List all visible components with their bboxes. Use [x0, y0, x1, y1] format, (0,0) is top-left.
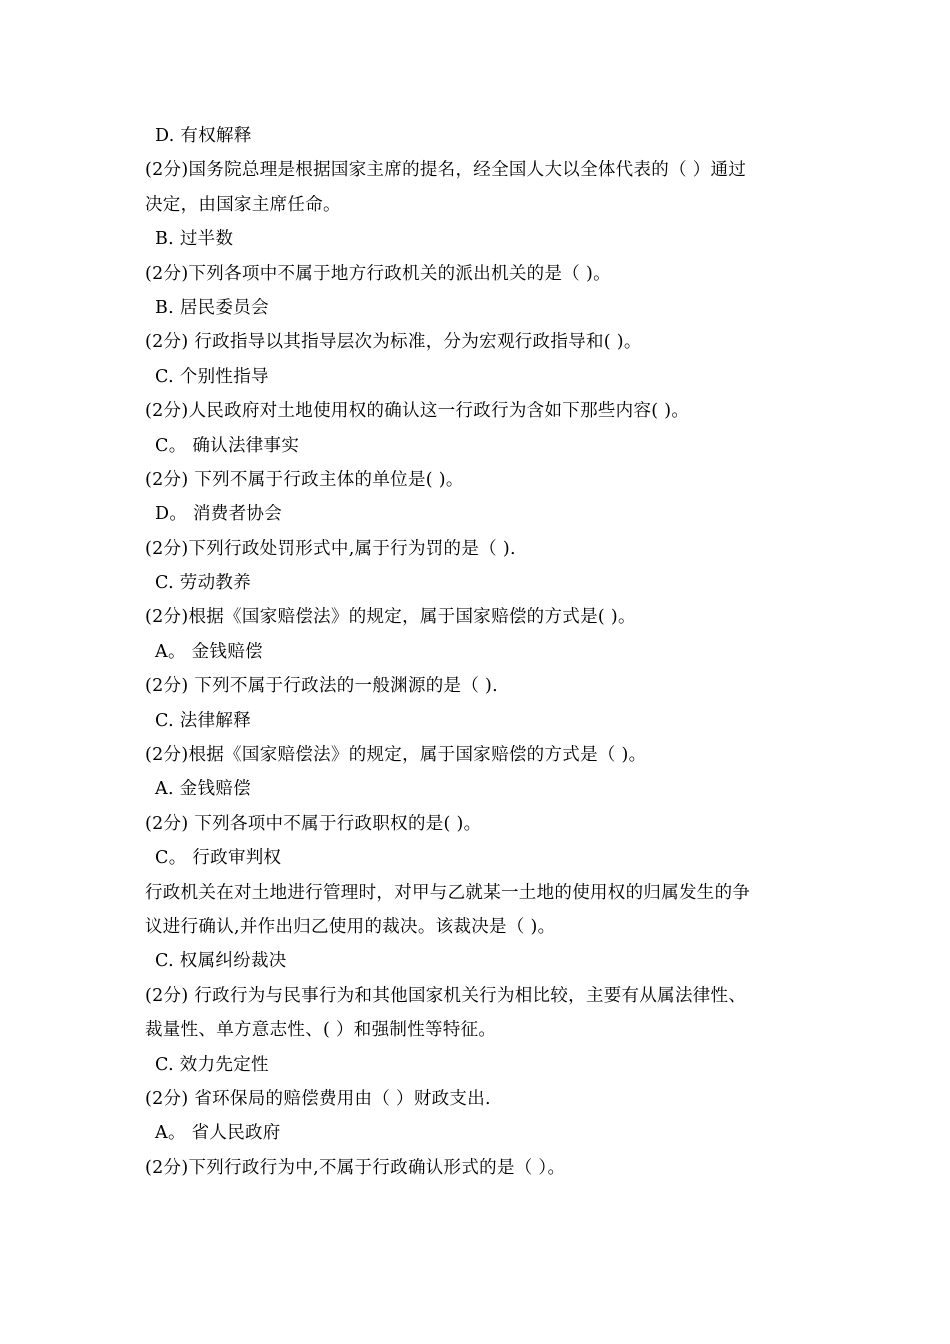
question-line: 行政机关在对土地进行管理时，对甲与乙就某一土地的使用权的归属发生的争 [145, 882, 751, 903]
answer-line: D。 消费者协会 [155, 504, 282, 525]
answer-line: C。 确认法律事实 [155, 435, 300, 456]
question-line: (2分)下列行政行为中,不属于行政确认形式的是（ ）。 [145, 1157, 566, 1178]
answer-line: D. 有权解释 [155, 126, 252, 146]
answer-line: C. 个别性指导 [155, 366, 269, 387]
answer-line: A。 省人民政府 [155, 1123, 281, 1144]
answer-line: C. 效力先定性 [155, 1054, 269, 1075]
question-line: (2分) 下列各项中不属于行政职权的是( )。 [145, 813, 482, 834]
question-line: (2分) 下列不属于行政主体的单位是( )。 [145, 469, 464, 490]
question-line: 议进行确认,并作出归乙使用的裁决。该裁决是（ )。 [145, 916, 556, 937]
answer-line: A. 金钱赔偿 [155, 779, 251, 800]
question-line: (2分)下列行政处罚形式中,属于行为罚的是（ ). [145, 538, 516, 559]
question-line: 裁量性、单方意志性、( ）和强制性等特征。 [145, 1020, 497, 1041]
question-line: (2分) 下列不属于行政法的一般渊源的是（ ). [145, 676, 499, 697]
question-line: (2分)根据《国家赔偿法》的规定，属于国家赔偿的方式是( )。 [145, 607, 636, 628]
answer-line: C. 法律解释 [155, 710, 251, 731]
answer-line: C. 劳动教养 [155, 573, 251, 594]
document-body [145, 119, 835, 1185]
question-line: (2分)人民政府对土地使用权的确认这一行政行为含如下那些内容( )。 [145, 401, 690, 422]
question-line: (2分)下列各项中不属于地方行政机关的派出机关的是（ )。 [145, 263, 611, 284]
question-line: (2分) 行政指导以其指导层次为标准，分为宏观行政指导和( )。 [145, 332, 642, 353]
question-line: (2分)根据《国家赔偿法》的规定，属于国家赔偿的方式是（ )。 [145, 745, 647, 766]
question-line: (2分)国务院总理是根据国家主席的提名，经全国人大以全体代表的（ ）通过 [145, 160, 747, 181]
question-line: (2分) 行政行为与民事行为和其他国家机关行为相比较，主要有从属法律性、 [145, 985, 747, 1006]
answer-line: C. 权属纠纷裁决 [155, 951, 287, 972]
answer-line: B. 过半数 [155, 229, 234, 250]
question-line: (2分) 省环保局的赔偿费用由（ ）财政支出. [145, 1088, 491, 1109]
question-line: 决定，由国家主席任命。 [145, 194, 341, 215]
answer-line: B. 居民委员会 [155, 297, 269, 318]
answer-line: A。 金钱赔偿 [155, 641, 263, 662]
answer-line: C。 行政审判权 [155, 848, 282, 869]
